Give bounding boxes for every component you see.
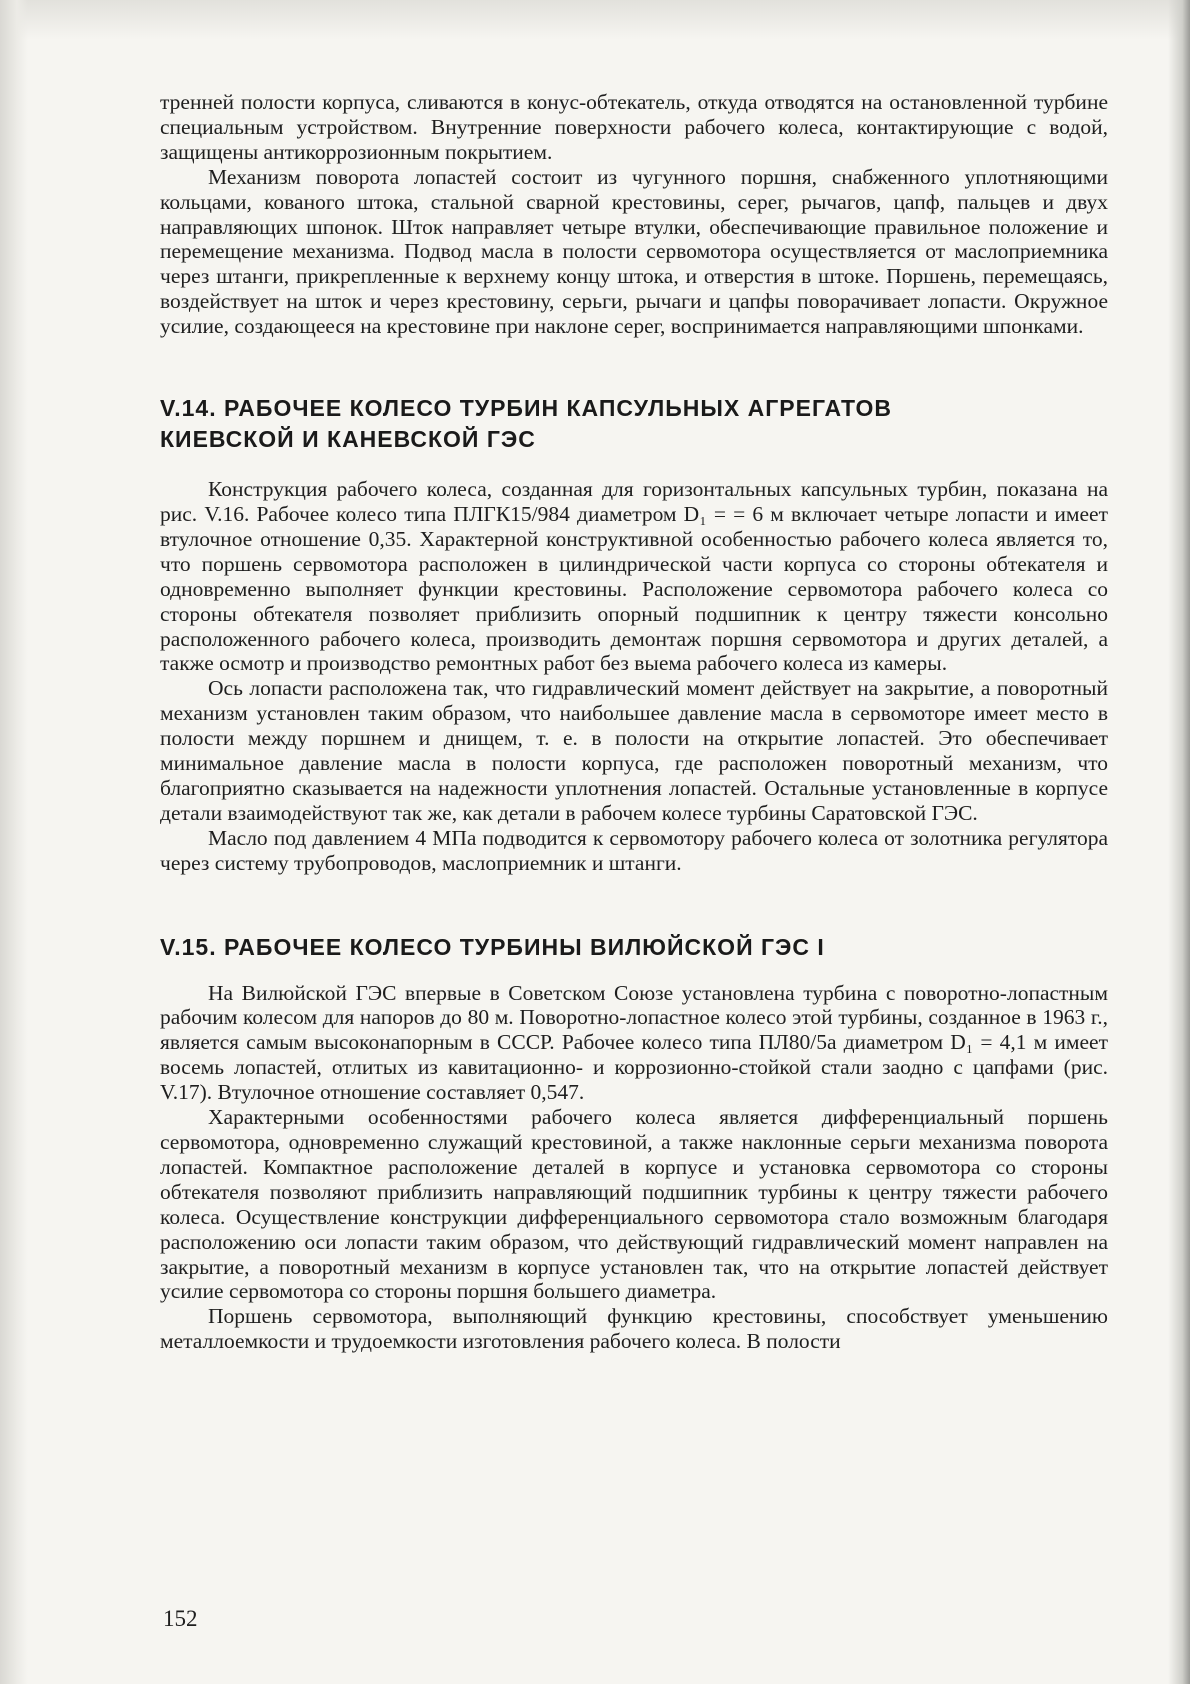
section-15-heading: V.15. РАБОЧЕЕ КОЛЕСО ТУРБИНЫ ВИЛЮЙСКОЙ ГЭС I bbox=[160, 933, 825, 960]
section-14-paragraph: Конструкция рабочего колеса, созданная для горизонтальных капсульных турбин, показана на рис. V.16. Рабочее колесо типа ПЛГК15/984 диаметром D₁ = = 6 м включает четыре лопасти и имеет втулочное отношение 0,35. Характерной конструктивной особенностью рабочего колеса является то, что поршень сервомотора расположен в цилиндрической части корпуса со стороны обтекателя и одновременно выполняет функции крестовины. Расположение сервомотора рабочего колеса со стороны обтекателя позволяет приблизить опорный подшипник к центру тяжести консольно расположенного рабочего колеса, производить демонтаж поршня сервомотора и других деталей, а также осмотр и производство ремонтных работ без выема рабочего колеса из камеры. bbox=[160, 477, 1108, 676]
section-15-paragraph: Поршень сервомотора, выполняющий функцию крестовины, способствует уменьшению металлоемкости и трудоемкости изготовления рабочего колеса. В полости bbox=[160, 1304, 1108, 1354]
page-content bbox=[160, 90, 1108, 1354]
section-14-paragraph: Ось лопасти расположена так, что гидравлический момент действует на закрытие, а поворотный механизм установлен таким образом, что наибольшее давление масла в сервомоторе имеет место в полости между поршнем и днищем, т. е. в полости на открытие лопастей. Это обеспечивает минимальное давление масла в полости корпуса, где расположен поворотный механизм, что благоприятно сказывается на надежности уплотнения лопастей. Остальные установленные в корпусе детали взаимодействуют так же, как детали в рабочем колесе турбины Саратовской ГЭС. bbox=[160, 676, 1108, 825]
section-14-title-line1: V.14. РАБОЧЕЕ КОЛЕСО ТУРБИН КАПСУЛЬНЫХ АГРЕГАТОВ bbox=[160, 395, 892, 422]
section-15-paragraph: Характерными особенностями рабочего колеса является дифференциальный поршень сервомотора, одновременно служащий крестовиной, а также наклонные серьги механизма поворота лопастей. Компактное расположение деталей в корпусе и установка сервомотора со стороны обтекателя позволяют приблизить направляющий подшипник турбины к центру тяжести рабочего колеса. Осуществление конструкции дифференциального сервомотора стало возможным благодаря расположению оси лопасти таким образом, что действующий гидравлический момент направлен на закрытие, а поворотный механизм в корпусе установлен так, что на открытие лопастей действует усилие сервомотора со стороны поршня большего диаметра. bbox=[160, 1105, 1108, 1304]
paragraph-continued: тренней полости корпуса, сливаются в конус-обтекатель, откуда отводятся на остановленной турбине специальным устройством. Внутренние поверхности рабочего колеса, контактирующие с водой, защищены антикоррозионным покрытием. bbox=[160, 90, 1108, 164]
section-14-paragraph: Масло под давлением 4 МПа подводится к сервомотору рабочего колеса от золотника регулятора через систему трубопроводов, маслоприемник и штанги. bbox=[160, 825, 1108, 875]
scan-shadow-right bbox=[1168, 0, 1190, 1684]
scan-shadow-top bbox=[0, 0, 1190, 40]
section-14-heading bbox=[160, 393, 1108, 455]
scan-shadow-left bbox=[0, 0, 28, 1684]
paragraph-mechanism: Механизм поворота лопастей состоит из чугунного поршня, снабженного уплотняющими кольцами, кованого штока, стальной сварной крестовины, серег, рычагов, цапф, пальцев и двух направляющих шпонок. Шток направляет четыре втулки, обеспечивающие правильное положение и перемещение механизма. Подвод масла в полости сервомотора осуществляется от маслоприемника через штанги, прикрепленные к верхнему концу штока, и отверстия в штоке. Поршень, перемещаясь, воздействует на шток и через крестовину, серьги, рычаги и цапфы поворачивает лопасти. Окружное усилие, создающееся на крестовине при наклоне серег, воспринимается направляющими шпонками. bbox=[160, 164, 1108, 339]
section-14-title-line2: КИЕВСКОЙ И КАНЕВСКОЙ ГЭС bbox=[160, 426, 536, 453]
page-number: 152 bbox=[163, 1606, 198, 1631]
section-15-paragraph: На Вилюйской ГЭС впервые в Советском Союзе установлена турбина с поворотно-лопастным рабочим колесом для напоров до 80 м. Поворотно-лопастное колесо этой турбины, созданное в 1963 г., является самым высоконапорным в СССР. Рабочее колесо типа ПЛ80/5а диаметром D₁ = 4,1 м имеет восемь лопастей, отлитых из кавитационно- и коррозионно-стойкой стали заодно с цапфами (рис. V.17). Втулочное отношение составляет 0,547. bbox=[160, 980, 1108, 1105]
